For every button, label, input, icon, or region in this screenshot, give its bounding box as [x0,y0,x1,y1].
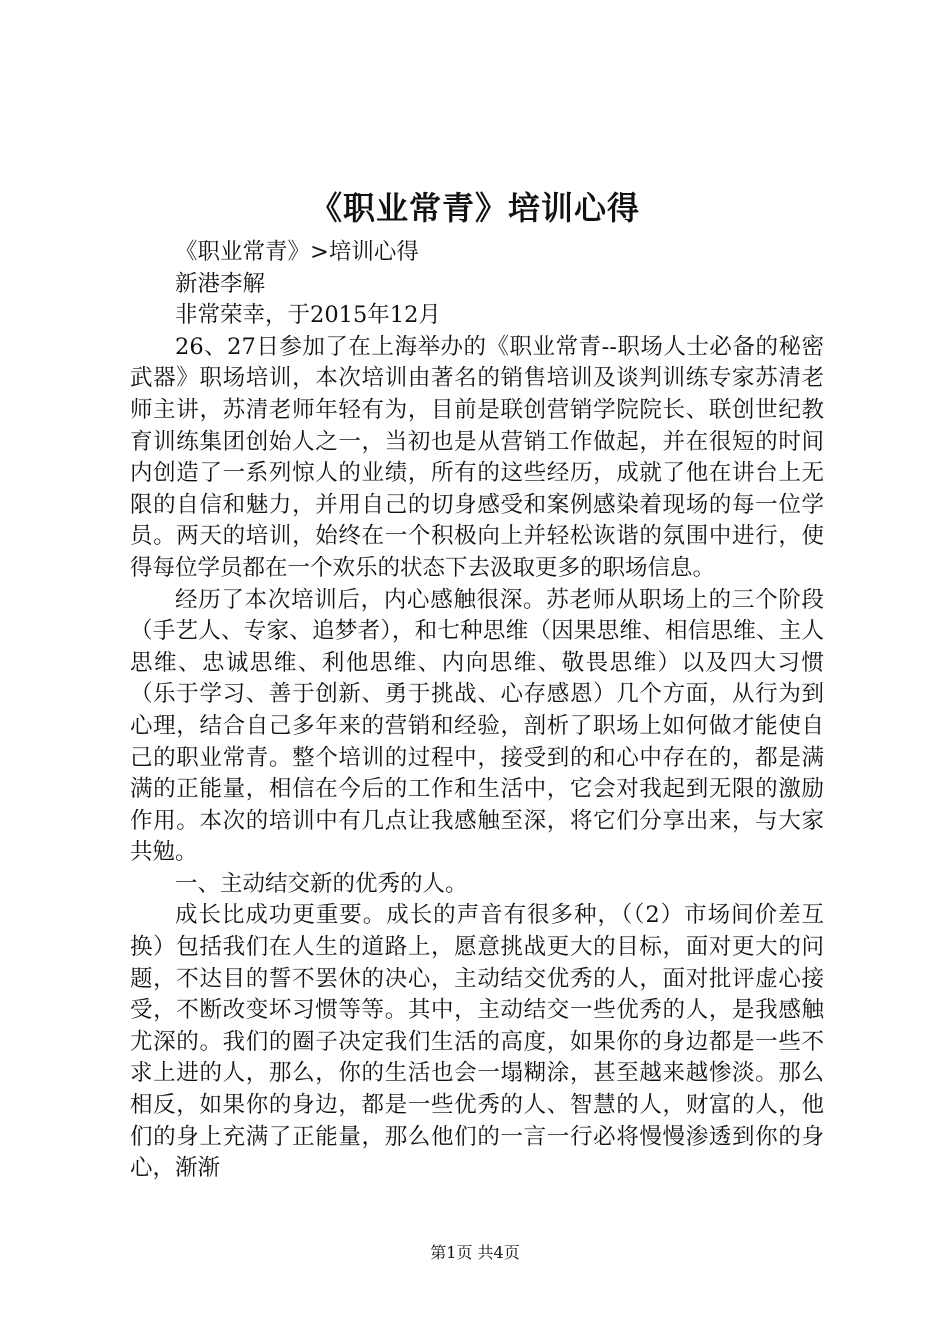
document-title: 《职业常青》培训心得 [309,189,640,227]
paragraph-author: 新港李解 [175,270,266,297]
paragraph-intro-line: 非常荣幸，于2015年12月 [175,302,441,329]
document-body [130,237,824,1185]
paragraph-heading-line: 《职业常青》>培训心得 [175,239,419,265]
paragraph-section-heading: 一、主动结交新的优秀的人。 [175,870,468,897]
paragraph-growth: 成长比成功更重要。成长的声音有很多种，（（2）市场间价差互换）包括我们在人生的道路上，愿意挑战更大的目标，面对更大的问题，不达目的誓不罢休的决心，主动结交优秀的人，面对批评虚心接受，不断改变坏习惯等等。其中，主动结交一些优秀的人，是我感触尤深的。我们的圈子决定我们生活的高度，如果你的身边都是一些不求上进的人，那么，你的生活也会一塌糊涂，甚至越来越惨淡。那么相反，如果你的身边，都是一些优秀的人、智慧的人，财富的人，他们的身上充满了正能量，那么他们的一言一行必将慢慢渗透到你的身心，渐渐 [130,902,824,1182]
paragraph-training-description: 26、27日参加了在上海举办的《职业常青--职场人士必备的秘密武器》职场培训，本次培训由著名的销售培训及谈判训练专家苏清老师主讲，苏清老师年轻有为，目前是联创营销学院院长、联创世纪教育训练集团创始人之一，当初也是从营销工作做起，并在很短的时间内创造了一系列惊人的业绩，所有的这些经历，成就了他在讲台上无限的自信和魅力，并用自己的切身感受和案例感染着现场的每一位学员。两天的培训，始终在一个积极向上并轻松诙谐的氛围中进行，使得每位学员都在一个欢乐的状态下去汲取更多的职场信息。 [130,333,824,581]
page-footer: 第1页 共4页 [430,1243,520,1262]
paragraph-reflection: 经历了本次培训后，内心感触很深。苏老师从职场上的三个阶段（手艺人、专家、追梦者），和七种思维（因果思维、相信思维、主人思维、忠诚思维、利他思维、内向思维、敬畏思维）以及四大习惯（乐于学习、善于创新、勇于挑战、心存感恩）几个方面，从行为到心理，结合自己多年来的营销和经验，剖析了职场上如何做才能使自己的职业常青。整个培训的过程中，接受到的和心中存在的，都是满满的正能量，相信在今后的工作和生活中，它会对我起到无限的激励作用。本次的培训中有几点让我感触至深，将它们分享出来，与大家共勉。 [130,586,824,866]
